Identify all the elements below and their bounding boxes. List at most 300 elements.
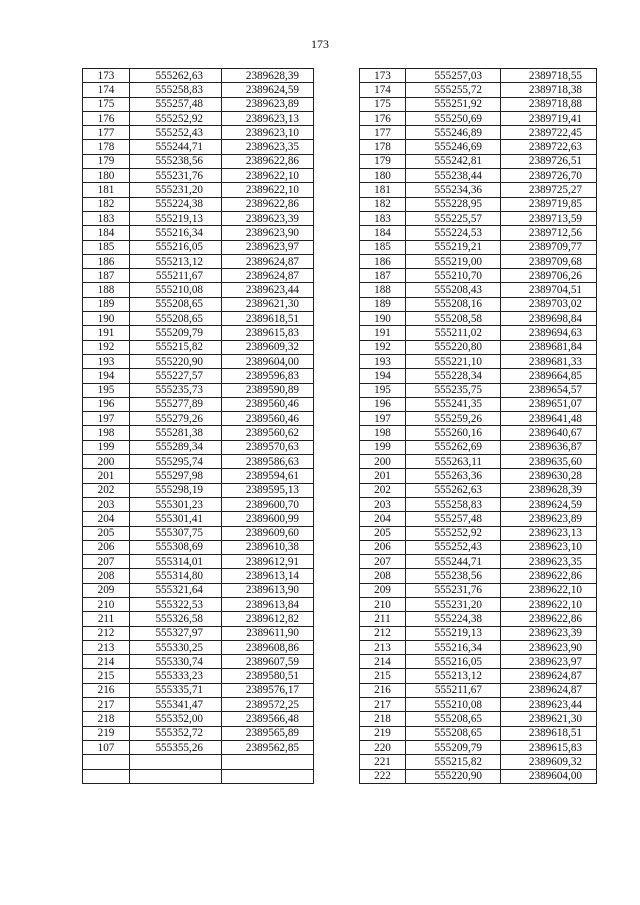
right-y-coordinate-cell: 2389712,56 [501,226,597,240]
column-gap [314,497,360,511]
left-x-coordinate-cell: 555289,34 [130,440,222,454]
right-y-coordinate-cell: 2389623,89 [501,512,597,526]
table-row [83,526,597,540]
left-x-coordinate-cell: 555297,98 [130,469,222,483]
left-y-coordinate-cell: 2389615,83 [222,326,314,340]
left-y-coordinate-cell: 2389562,85 [222,740,314,754]
column-gap [314,340,360,354]
table-row [83,169,597,183]
left-point-number-cell: 178 [83,140,130,154]
left-y-coordinate-cell: 2389624,59 [222,83,314,97]
left-point-number-cell: 187 [83,269,130,283]
left-point-number-cell: 199 [83,440,130,454]
right-x-coordinate-cell: 555259,26 [406,412,501,426]
right-point-number-cell: 203 [360,497,406,511]
column-gap [314,126,360,140]
left-y-coordinate-cell: 2389560,62 [222,426,314,440]
table-row [83,726,597,740]
left-x-coordinate-cell: 555301,23 [130,497,222,511]
right-y-coordinate-cell: 2389640,67 [501,426,597,440]
left-x-coordinate-cell: 555262,63 [130,69,222,83]
left-x-coordinate-cell: 555252,43 [130,126,222,140]
left-x-coordinate-cell: 555298,19 [130,483,222,497]
left-point-number-cell: 215 [83,669,130,683]
right-point-number-cell: 206 [360,540,406,554]
left-point-number-cell: 206 [83,540,130,554]
right-y-coordinate-cell: 2389694,63 [501,326,597,340]
column-gap [314,726,360,740]
right-x-coordinate-cell: 555219,21 [406,240,501,254]
table-row [83,397,597,411]
table-row [83,183,597,197]
right-y-coordinate-cell: 2389719,85 [501,197,597,211]
left-point-number-cell: 173 [83,69,130,83]
left-x-coordinate-cell: 555213,12 [130,254,222,268]
right-y-coordinate-cell: 2389623,10 [501,540,597,554]
left-point-number-cell: 211 [83,612,130,626]
right-point-number-cell: 209 [360,583,406,597]
table-row [83,740,597,754]
column-gap [314,140,360,154]
left-y-coordinate-cell: 2389590,89 [222,383,314,397]
column-gap [314,154,360,168]
left-x-coordinate-cell: 555258,83 [130,83,222,97]
left-x-coordinate-cell: 555216,05 [130,240,222,254]
left-x-coordinate-cell: 555330,25 [130,640,222,654]
right-x-coordinate-cell: 555244,71 [406,555,501,569]
table-row [83,469,597,483]
column-gap [314,612,360,626]
left-point-number-cell: 183 [83,211,130,225]
left-y-coordinate-cell: 2389628,39 [222,69,314,83]
right-x-coordinate-cell: 555219,13 [406,626,501,640]
left-y-coordinate-cell: 2389623,97 [222,240,314,254]
left-y-coordinate-cell: 2389623,89 [222,97,314,111]
right-x-coordinate-cell: 555228,34 [406,369,501,383]
right-point-number-cell: 187 [360,269,406,283]
left-x-coordinate-cell: 555238,56 [130,154,222,168]
column-gap [314,183,360,197]
right-point-number-cell: 179 [360,154,406,168]
table-row [83,340,597,354]
right-y-coordinate-cell: 2389718,55 [501,69,597,83]
table-row [83,297,597,311]
right-y-coordinate-cell: 2389615,83 [501,740,597,754]
right-point-number-cell: 222 [360,769,406,783]
table-row [83,597,597,611]
column-gap [314,469,360,483]
column-gap [314,83,360,97]
right-y-coordinate-cell: 2389704,51 [501,283,597,297]
column-gap [314,97,360,111]
left-x-coordinate-cell: 555257,48 [130,97,222,111]
right-x-coordinate-cell: 555252,43 [406,540,501,554]
table-row [83,640,597,654]
right-y-coordinate-cell: 2389703,02 [501,297,597,311]
left-x-coordinate-cell: 555327,97 [130,626,222,640]
right-point-number-cell: 212 [360,626,406,640]
left-point-number-cell [83,755,130,769]
left-x-coordinate-cell [130,755,222,769]
right-x-coordinate-cell: 555231,76 [406,583,501,597]
table-row [83,369,597,383]
column-gap [314,354,360,368]
left-y-coordinate-cell: 2389607,59 [222,655,314,669]
right-y-coordinate-cell: 2389618,51 [501,726,597,740]
left-x-coordinate-cell: 555341,47 [130,698,222,712]
left-point-number-cell: 176 [83,111,130,125]
right-point-number-cell: 182 [360,197,406,211]
left-y-coordinate-cell: 2389624,87 [222,254,314,268]
column-gap [314,655,360,669]
right-y-coordinate-cell: 2389623,90 [501,640,597,654]
column-gap [314,555,360,569]
left-x-coordinate-cell: 555277,89 [130,397,222,411]
right-y-coordinate-cell: 2389622,10 [501,597,597,611]
left-y-coordinate-cell: 2389623,44 [222,283,314,297]
right-y-coordinate-cell: 2389681,84 [501,340,597,354]
left-y-coordinate-cell: 2389623,13 [222,111,314,125]
table-row [83,312,597,326]
right-x-coordinate-cell: 555224,53 [406,226,501,240]
right-y-coordinate-cell: 2389664,85 [501,369,597,383]
left-x-coordinate-cell: 555295,74 [130,455,222,469]
right-y-coordinate-cell: 2389624,59 [501,497,597,511]
left-point-number-cell: 216 [83,683,130,697]
left-point-number-cell [83,769,130,783]
left-point-number-cell: 198 [83,426,130,440]
left-x-coordinate-cell: 555209,79 [130,326,222,340]
left-point-number-cell: 182 [83,197,130,211]
right-point-number-cell: 177 [360,126,406,140]
left-y-coordinate-cell: 2389612,91 [222,555,314,569]
right-point-number-cell: 218 [360,712,406,726]
column-gap [314,569,360,583]
left-y-coordinate-cell: 2389586,63 [222,455,314,469]
left-point-number-cell: 177 [83,126,130,140]
left-x-coordinate-cell: 555216,34 [130,226,222,240]
left-x-coordinate-cell: 555281,38 [130,426,222,440]
right-point-number-cell: 185 [360,240,406,254]
right-point-number-cell: 183 [360,211,406,225]
table-row [83,455,597,469]
left-point-number-cell: 185 [83,240,130,254]
column-gap [314,269,360,283]
right-x-coordinate-cell: 555251,92 [406,97,501,111]
table-row [83,698,597,712]
left-point-number-cell: 205 [83,526,130,540]
left-y-coordinate-cell: 2389560,46 [222,397,314,411]
left-y-coordinate-cell: 2389622,10 [222,183,314,197]
right-y-coordinate-cell: 2389709,77 [501,240,597,254]
table-row [83,383,597,397]
column-gap [314,698,360,712]
left-y-coordinate-cell: 2389610,38 [222,540,314,554]
right-point-number-cell: 211 [360,612,406,626]
right-y-coordinate-cell: 2389622,86 [501,569,597,583]
left-point-number-cell: 189 [83,297,130,311]
left-point-number-cell: 180 [83,169,130,183]
column-gap [314,312,360,326]
table-row [83,283,597,297]
table-row [83,626,597,640]
left-point-number-cell: 179 [83,154,130,168]
right-x-coordinate-cell: 555235,75 [406,383,501,397]
column-gap [314,197,360,211]
right-y-coordinate-cell: 2389604,00 [501,769,597,783]
left-point-number-cell: 191 [83,326,130,340]
table-row [83,483,597,497]
right-point-number-cell: 215 [360,669,406,683]
table-row [83,769,597,783]
right-y-coordinate-cell: 2389719,41 [501,111,597,125]
right-point-number-cell: 221 [360,755,406,769]
left-y-coordinate-cell: 2389623,10 [222,126,314,140]
left-x-coordinate-cell: 555321,64 [130,583,222,597]
left-point-number-cell: 193 [83,354,130,368]
column-gap [314,583,360,597]
left-point-number-cell: 188 [83,283,130,297]
right-point-number-cell: 190 [360,312,406,326]
right-x-coordinate-cell: 555208,58 [406,312,501,326]
right-x-coordinate-cell: 555255,72 [406,83,501,97]
left-y-coordinate-cell: 2389580,51 [222,669,314,683]
right-x-coordinate-cell: 555211,67 [406,683,501,697]
column-gap [314,512,360,526]
right-x-coordinate-cell: 555221,10 [406,354,501,368]
right-y-coordinate-cell: 2389651,07 [501,397,597,411]
table-row [83,712,597,726]
left-point-number-cell: 197 [83,412,130,426]
column-gap [314,326,360,340]
left-x-coordinate-cell: 555308,69 [130,540,222,554]
right-y-coordinate-cell: 2389624,87 [501,683,597,697]
left-point-number-cell: 190 [83,312,130,326]
left-point-number-cell: 174 [83,83,130,97]
right-x-coordinate-cell: 555238,56 [406,569,501,583]
column-gap [314,297,360,311]
right-y-coordinate-cell: 2389623,13 [501,526,597,540]
right-point-number-cell: 201 [360,469,406,483]
left-y-coordinate-cell: 2389621,30 [222,297,314,311]
table-row [83,226,597,240]
right-x-coordinate-cell: 555215,82 [406,755,501,769]
right-x-coordinate-cell: 555257,03 [406,69,501,83]
left-x-coordinate-cell: 555352,72 [130,726,222,740]
column-gap [314,283,360,297]
left-y-coordinate-cell: 2389572,25 [222,698,314,712]
column-gap [314,483,360,497]
left-y-coordinate-cell: 2389576,17 [222,683,314,697]
right-point-number-cell: 184 [360,226,406,240]
column-gap [314,640,360,654]
left-y-coordinate-cell: 2389613,90 [222,583,314,597]
table-row [83,569,597,583]
right-y-coordinate-cell: 2389725,27 [501,183,597,197]
left-y-coordinate-cell [222,769,314,783]
left-x-coordinate-cell: 555355,26 [130,740,222,754]
right-x-coordinate-cell: 555224,38 [406,612,501,626]
left-point-number-cell: 195 [83,383,130,397]
table-row [83,326,597,340]
left-y-coordinate-cell: 2389560,46 [222,412,314,426]
right-y-coordinate-cell: 2389654,57 [501,383,597,397]
table-row [83,154,597,168]
left-x-coordinate-cell: 555224,38 [130,197,222,211]
left-y-coordinate-cell: 2389618,51 [222,312,314,326]
left-y-coordinate-cell: 2389612,82 [222,612,314,626]
right-y-coordinate-cell: 2389628,39 [501,483,597,497]
left-x-coordinate-cell: 555314,80 [130,569,222,583]
left-point-number-cell: 201 [83,469,130,483]
right-point-number-cell: 188 [360,283,406,297]
right-y-coordinate-cell: 2389641,48 [501,412,597,426]
right-x-coordinate-cell: 555263,11 [406,455,501,469]
table-row [83,497,597,511]
coordinates-table [82,68,597,784]
right-point-number-cell: 178 [360,140,406,154]
right-x-coordinate-cell: 555208,65 [406,712,501,726]
column-gap [314,455,360,469]
right-x-coordinate-cell: 555210,08 [406,698,501,712]
right-point-number-cell: 181 [360,183,406,197]
right-y-coordinate-cell: 2389609,32 [501,755,597,769]
left-y-coordinate-cell: 2389622,86 [222,154,314,168]
right-point-number-cell: 213 [360,640,406,654]
column-gap [314,683,360,697]
left-point-number-cell: 202 [83,483,130,497]
column-gap [314,540,360,554]
left-point-number-cell: 210 [83,597,130,611]
right-x-coordinate-cell: 555260,16 [406,426,501,440]
right-point-number-cell: 174 [360,83,406,97]
right-point-number-cell: 204 [360,512,406,526]
right-x-coordinate-cell: 555234,36 [406,183,501,197]
right-point-number-cell: 197 [360,412,406,426]
right-y-coordinate-cell: 2389624,87 [501,669,597,683]
table-row [83,111,597,125]
left-point-number-cell: 208 [83,569,130,583]
right-point-number-cell: 216 [360,683,406,697]
right-x-coordinate-cell: 555211,02 [406,326,501,340]
column-gap [314,440,360,454]
right-y-coordinate-cell: 2389722,63 [501,140,597,154]
left-point-number-cell: 214 [83,655,130,669]
left-point-number-cell: 209 [83,583,130,597]
left-x-coordinate-cell: 555335,71 [130,683,222,697]
column-gap [314,369,360,383]
left-point-number-cell: 207 [83,555,130,569]
column-gap [314,526,360,540]
right-y-coordinate-cell: 2389698,84 [501,312,597,326]
right-x-coordinate-cell: 555213,12 [406,669,501,683]
right-y-coordinate-cell: 2389635,60 [501,455,597,469]
right-y-coordinate-cell: 2389623,39 [501,626,597,640]
left-point-number-cell: 219 [83,726,130,740]
column-gap [314,740,360,754]
left-y-coordinate-cell: 2389623,39 [222,211,314,225]
table-row [83,555,597,569]
coordinates-table-body [83,69,597,784]
right-point-number-cell: 205 [360,526,406,540]
left-point-number-cell: 204 [83,512,130,526]
column-gap [314,226,360,240]
table-row [83,540,597,554]
right-y-coordinate-cell: 2389623,97 [501,655,597,669]
left-x-coordinate-cell: 555227,57 [130,369,222,383]
column-gap [314,254,360,268]
column-gap [314,169,360,183]
left-x-coordinate-cell [130,769,222,783]
column-gap [314,597,360,611]
table-row [83,440,597,454]
right-y-coordinate-cell: 2389726,51 [501,154,597,168]
right-point-number-cell: 189 [360,297,406,311]
right-y-coordinate-cell: 2389718,38 [501,83,597,97]
left-x-coordinate-cell: 555326,58 [130,612,222,626]
left-point-number-cell: 186 [83,254,130,268]
column-gap [314,111,360,125]
left-x-coordinate-cell: 555220,90 [130,354,222,368]
table-row [83,755,597,769]
right-point-number-cell: 202 [360,483,406,497]
right-x-coordinate-cell: 555257,48 [406,512,501,526]
left-x-coordinate-cell: 555210,08 [130,283,222,297]
left-x-coordinate-cell: 555301,41 [130,512,222,526]
right-y-coordinate-cell: 2389681,33 [501,354,597,368]
right-point-number-cell: 198 [360,426,406,440]
column-gap [314,240,360,254]
right-point-number-cell: 214 [360,655,406,669]
right-point-number-cell: 219 [360,726,406,740]
table-row [83,655,597,669]
right-point-number-cell: 208 [360,569,406,583]
right-y-coordinate-cell: 2389623,35 [501,555,597,569]
left-y-coordinate-cell: 2389622,86 [222,197,314,211]
left-point-number-cell: 196 [83,397,130,411]
left-x-coordinate-cell: 555219,13 [130,211,222,225]
right-x-coordinate-cell: 555220,80 [406,340,501,354]
table-row [83,126,597,140]
left-y-coordinate-cell: 2389594,61 [222,469,314,483]
table-row [83,83,597,97]
left-y-coordinate-cell: 2389609,32 [222,340,314,354]
right-point-number-cell: 176 [360,111,406,125]
right-y-coordinate-cell: 2389630,28 [501,469,597,483]
left-y-coordinate-cell [222,755,314,769]
table-row [83,612,597,626]
left-x-coordinate-cell: 555352,00 [130,712,222,726]
left-y-coordinate-cell: 2389613,14 [222,569,314,583]
column-gap [314,755,360,769]
left-point-number-cell: 175 [83,97,130,111]
column-gap [314,626,360,640]
column-gap [314,426,360,440]
table-row [83,412,597,426]
column-gap [314,383,360,397]
right-y-coordinate-cell: 2389621,30 [501,712,597,726]
left-x-coordinate-cell: 555330,74 [130,655,222,669]
right-x-coordinate-cell: 555263,36 [406,469,501,483]
column-gap [314,211,360,225]
right-point-number-cell: 192 [360,340,406,354]
left-y-coordinate-cell: 2389611,90 [222,626,314,640]
right-x-coordinate-cell: 555241,35 [406,397,501,411]
left-y-coordinate-cell: 2389570,63 [222,440,314,454]
left-y-coordinate-cell: 2389604,00 [222,354,314,368]
left-y-coordinate-cell: 2389608,86 [222,640,314,654]
left-x-coordinate-cell: 555307,75 [130,526,222,540]
